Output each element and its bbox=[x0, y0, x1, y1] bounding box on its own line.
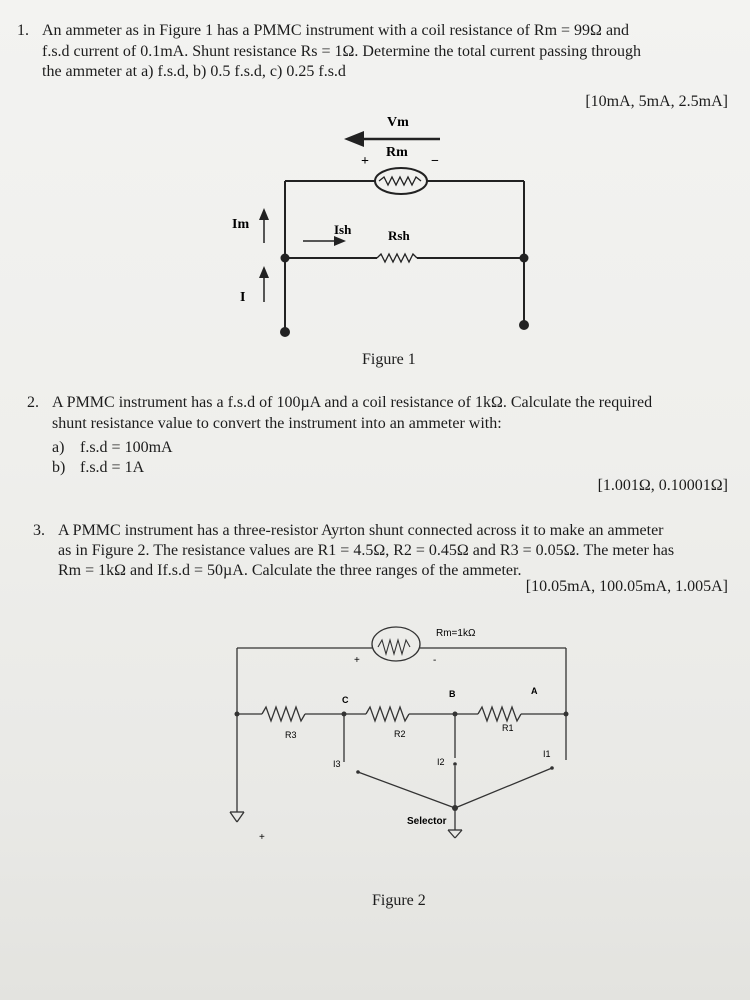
node-label-c: C bbox=[342, 695, 349, 705]
question-number: 3. bbox=[33, 522, 45, 539]
label-i: I bbox=[240, 290, 246, 305]
label-minus-top: - bbox=[433, 655, 437, 666]
label-im: Im bbox=[232, 217, 250, 232]
label-rm: Rm bbox=[386, 145, 408, 160]
question-text-line: A PMMC instrument has a f.s.d of 100µA and a coil resistance of 1kΩ. Calculate the required bbox=[52, 394, 653, 411]
answer-key: [10mA, 5mA, 2.5mA] bbox=[585, 93, 728, 110]
label-i3: I3 bbox=[333, 759, 341, 769]
label-rm: Rm=1kΩ bbox=[436, 628, 476, 639]
label-plus-bottom: + bbox=[259, 832, 265, 840]
label-r2: R2 bbox=[394, 729, 406, 739]
label-minus: − bbox=[431, 154, 439, 169]
label-plus: + bbox=[361, 154, 369, 169]
figure-1-circuit bbox=[0, 0, 750, 380]
question-text-line: as in Figure 2. The resistance values are R1 = 4.5Ω, R2 = 0.45Ω and R3 = 0.05Ω. The meter has bbox=[58, 542, 675, 559]
list-item-key: b) bbox=[52, 459, 66, 476]
question-text-line: Rm = 1kΩ and If.s.d = 50µA. Calculate the three ranges of the ammeter. bbox=[58, 562, 522, 579]
figure-1-caption: Figure 1 bbox=[362, 351, 416, 368]
label-r1: R1 bbox=[502, 723, 514, 733]
list-item-text: f.s.d = 1A bbox=[80, 459, 145, 476]
question-text-line: An ammeter as in Figure 1 has a PMMC instrument with a coil resistance of Rm = 99Ω and bbox=[42, 22, 630, 39]
answer-key: [10.05mA, 100.05mA, 1.005A] bbox=[525, 578, 728, 595]
label-ish: Ish bbox=[334, 222, 352, 237]
figure-2-caption: Figure 2 bbox=[372, 892, 426, 909]
question-text-line: A PMMC instrument has a three-resistor Ayrton shunt connected across it to make an ammeter bbox=[58, 522, 664, 539]
answer-key: [1.001Ω, 0.10001Ω] bbox=[597, 477, 728, 494]
label-vm: Vm bbox=[387, 115, 409, 130]
question-text-line: shunt resistance value to convert the instrument into an ammeter with: bbox=[52, 415, 502, 432]
label-i1: I1 bbox=[543, 749, 551, 759]
question-number: 1. bbox=[17, 22, 29, 39]
label-selector: Selector bbox=[407, 816, 447, 827]
node-label-b: B bbox=[449, 689, 456, 699]
question-text-line: the ammeter at a) f.s.d, b) 0.5 f.s.d, c) 0.25 f.s.d bbox=[42, 63, 346, 80]
node-label-a: A bbox=[531, 686, 538, 696]
question-number: 2. bbox=[27, 394, 39, 411]
label-r3: R3 bbox=[285, 730, 297, 740]
list-item-text: f.s.d = 100mA bbox=[80, 439, 173, 456]
figure-2-circuit bbox=[0, 600, 750, 840]
label-i2: I2 bbox=[437, 757, 445, 767]
label-plus-top: + bbox=[354, 655, 360, 666]
question-text-line: f.s.d current of 0.1mA. Shunt resistance Rs = 1Ω. Determine the total current passing through bbox=[42, 43, 642, 60]
label-rsh: Rsh bbox=[388, 228, 410, 243]
list-item-key: a) bbox=[52, 439, 65, 456]
